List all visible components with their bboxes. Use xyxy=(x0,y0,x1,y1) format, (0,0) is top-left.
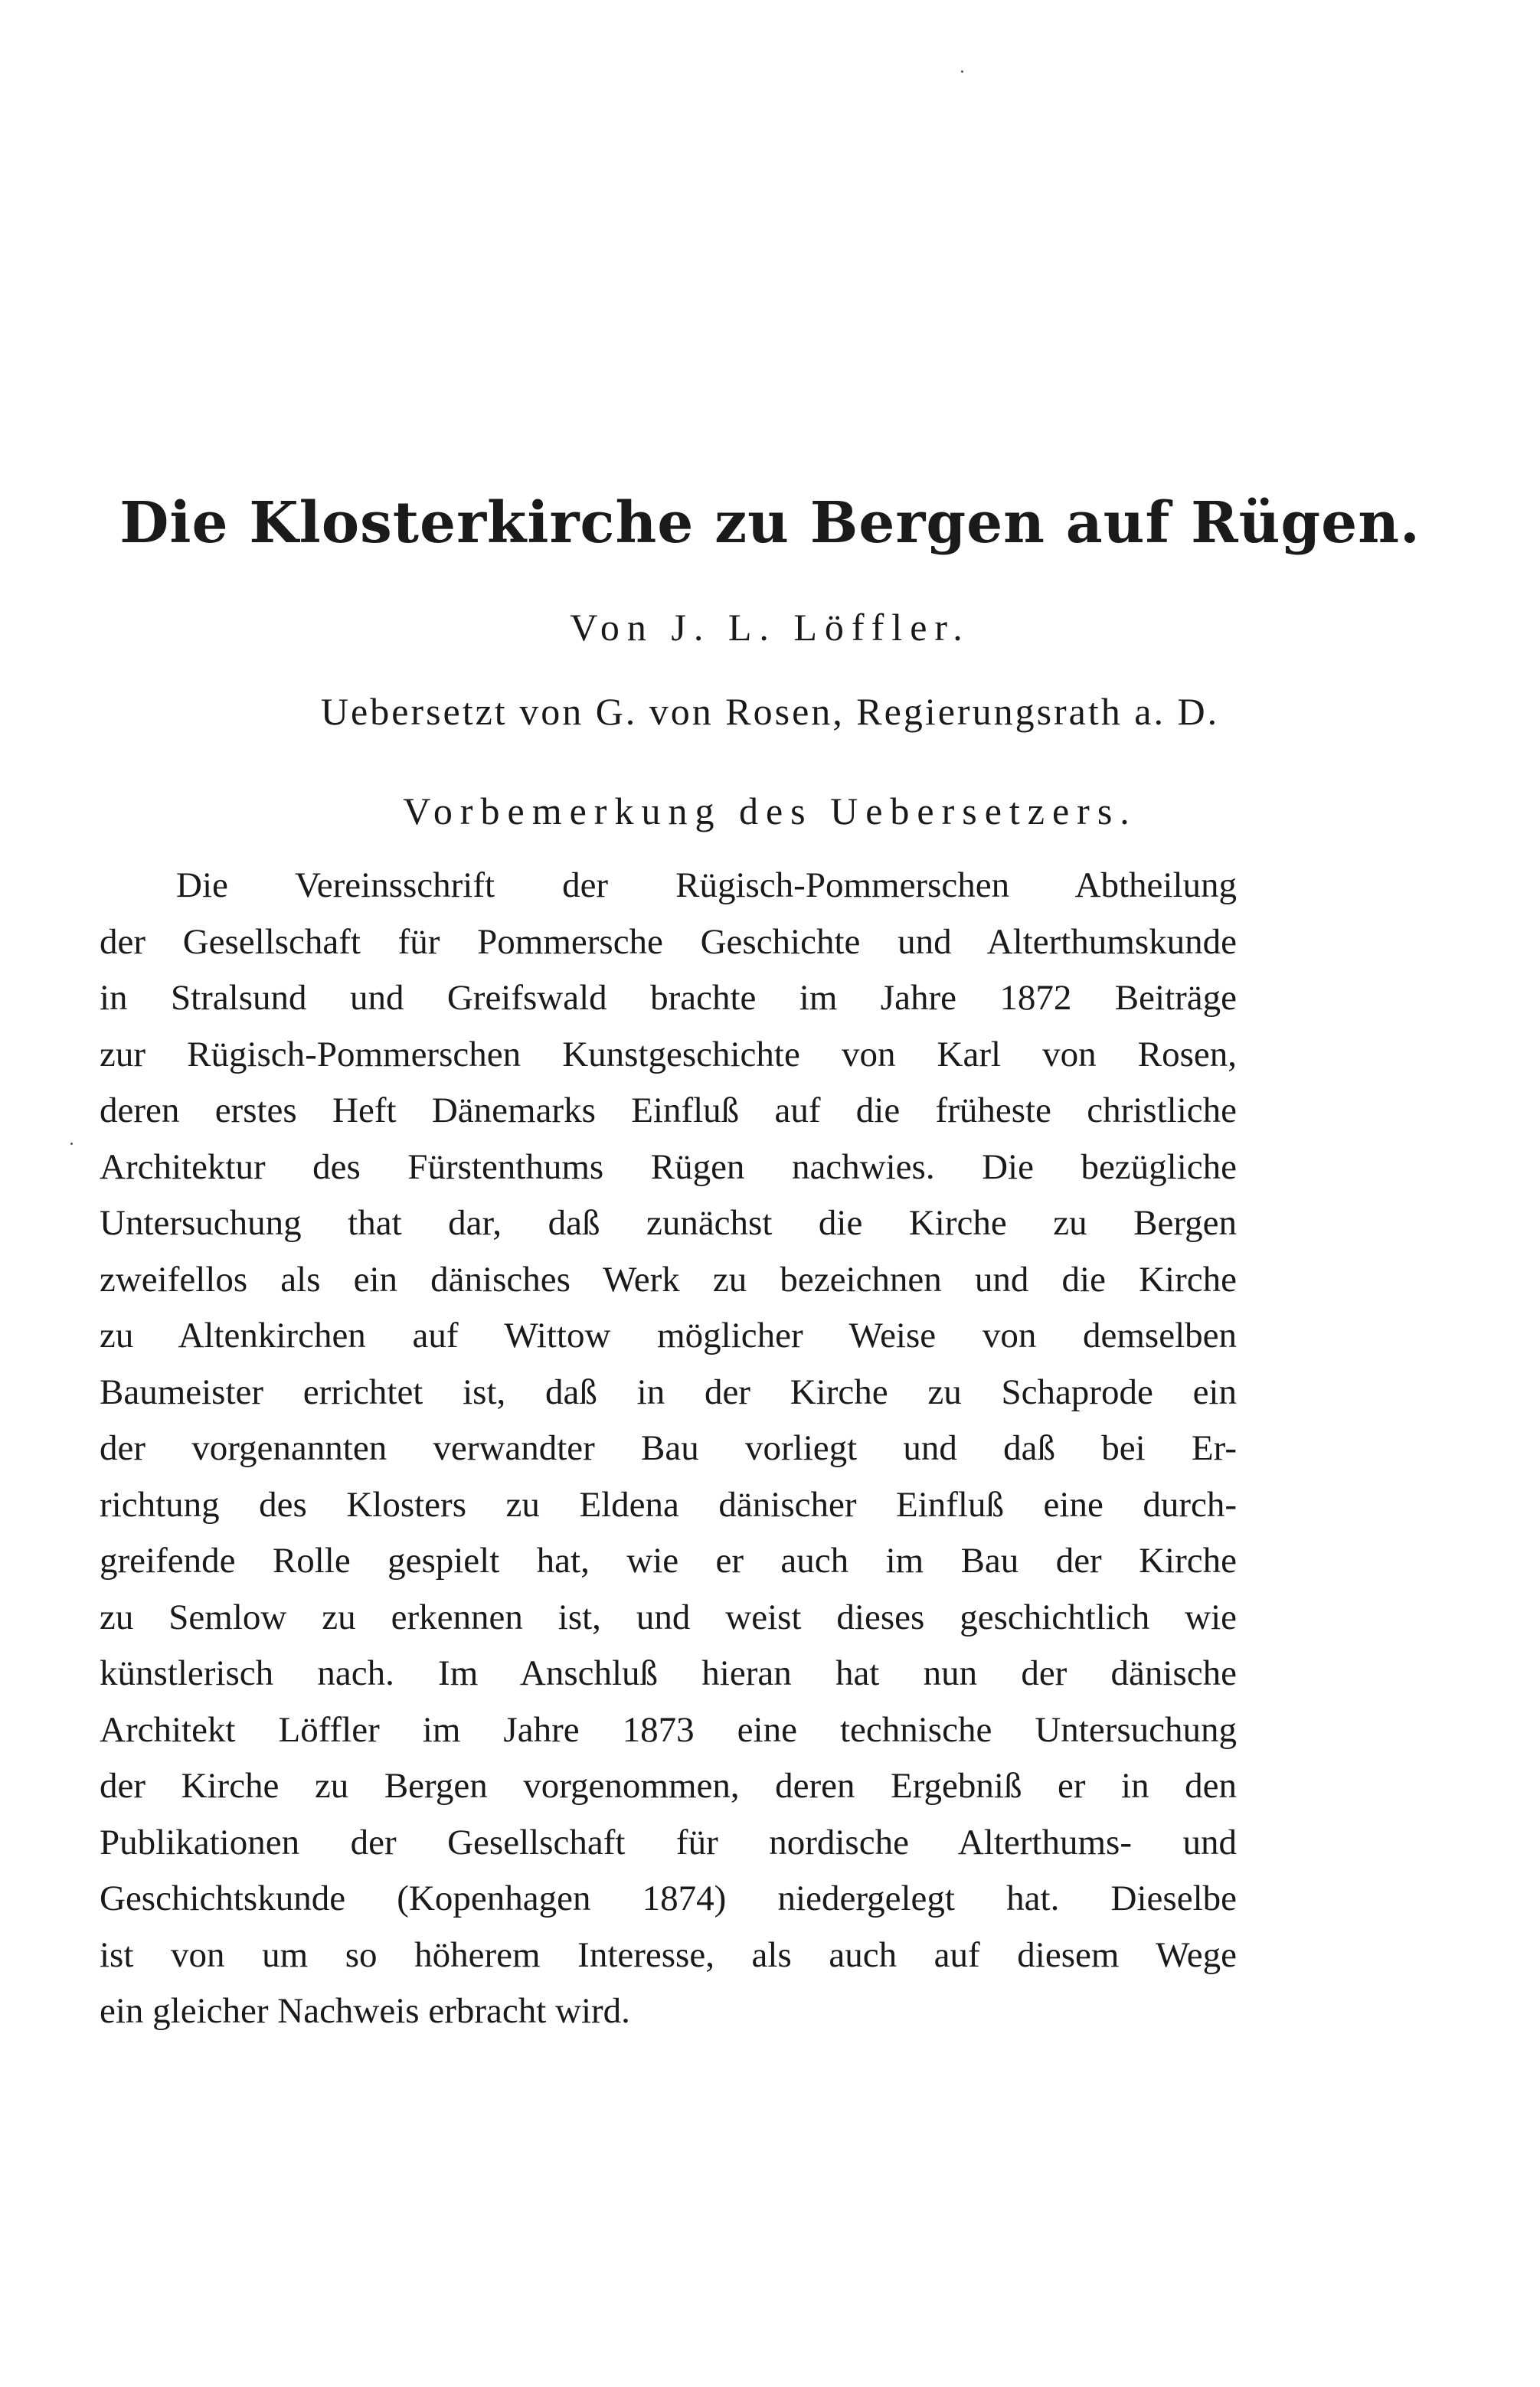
article-title: Die Klosterkirche zu Bergen auf Rügen. xyxy=(119,490,1421,556)
text-line: richtung des Klosters zu Eldena dänischer Einfluß eine durch- xyxy=(100,1484,1237,1525)
text-line: ist von um so höherem Interesse, als auch auf diesem Wege xyxy=(100,1934,1237,1975)
text-line: der Gesellschaft für Pommersche Geschichte und Alterthumskunde xyxy=(100,921,1237,962)
text-line: Die Vereinsschrift der Rügisch-Pommerschen Abtheilung xyxy=(176,865,1237,905)
text-line: der Kirche zu Bergen vorgenommen, deren Ergebniß er in den xyxy=(100,1766,1237,1806)
text-line: zu Semlow zu erkennen ist, und weist dieses geschichtlich wie xyxy=(100,1597,1237,1637)
text-line: Baumeister errichtet ist, daß in der Kirche zu Schaprode ein xyxy=(100,1372,1237,1412)
text-line: zweifellos als ein dänisches Werk zu bezeichnen und die Kirche xyxy=(100,1259,1237,1300)
article-author: Von J. L. Löffler. xyxy=(570,606,970,649)
scan-speck xyxy=(961,70,963,73)
text-line: künstlerisch nach. Im Anschluß hieran hat nun der dänische xyxy=(100,1653,1237,1693)
preface-heading: Vorbemerkung des Uebersetzers. xyxy=(403,790,1137,832)
text-line: in Stralsund und Greifswald brachte im Jahre 1872 Beiträge xyxy=(100,978,1237,1018)
text-line: zur Rügisch-Pommerschen Kunstgeschichte von Karl von Rosen, xyxy=(100,1034,1237,1074)
text-line: Untersuchung that dar, daß zunächst die Kirche zu Bergen xyxy=(100,1203,1237,1243)
text-line: deren erstes Heft Dänemarks Einfluß auf die früheste christliche xyxy=(100,1090,1237,1130)
preface-paragraph xyxy=(100,858,1237,2040)
scan-speck xyxy=(70,1143,73,1145)
text-line: der vorgenannten verwandter Bau vorliegt und daß bei Er- xyxy=(100,1428,1237,1468)
text-line: Architekt Löffler im Jahre 1873 eine technische Untersuchung xyxy=(100,1709,1237,1750)
text-line: ein gleicher Nachweis erbracht wird. xyxy=(100,1991,630,2031)
text-line: Geschichtskunde (Kopenhagen 1874) niedergelegt hat. Dieselbe xyxy=(100,1879,1237,1918)
text-line: Architektur des Fürstenthums Rügen nachwies. Die bezügliche xyxy=(100,1146,1237,1187)
article-translator: Uebersetzt von G. von Rosen, Regierungsrath a. D. xyxy=(320,690,1220,733)
text-line: Publikationen der Gesellschaft für nordische Alterthums- und xyxy=(100,1822,1237,1862)
text-line: zu Altenkirchen auf Wittow möglicher Weise von demselben xyxy=(100,1316,1237,1355)
text-line: greifende Rolle gespielt hat, wie er auch im Bau der Kirche xyxy=(100,1541,1237,1581)
